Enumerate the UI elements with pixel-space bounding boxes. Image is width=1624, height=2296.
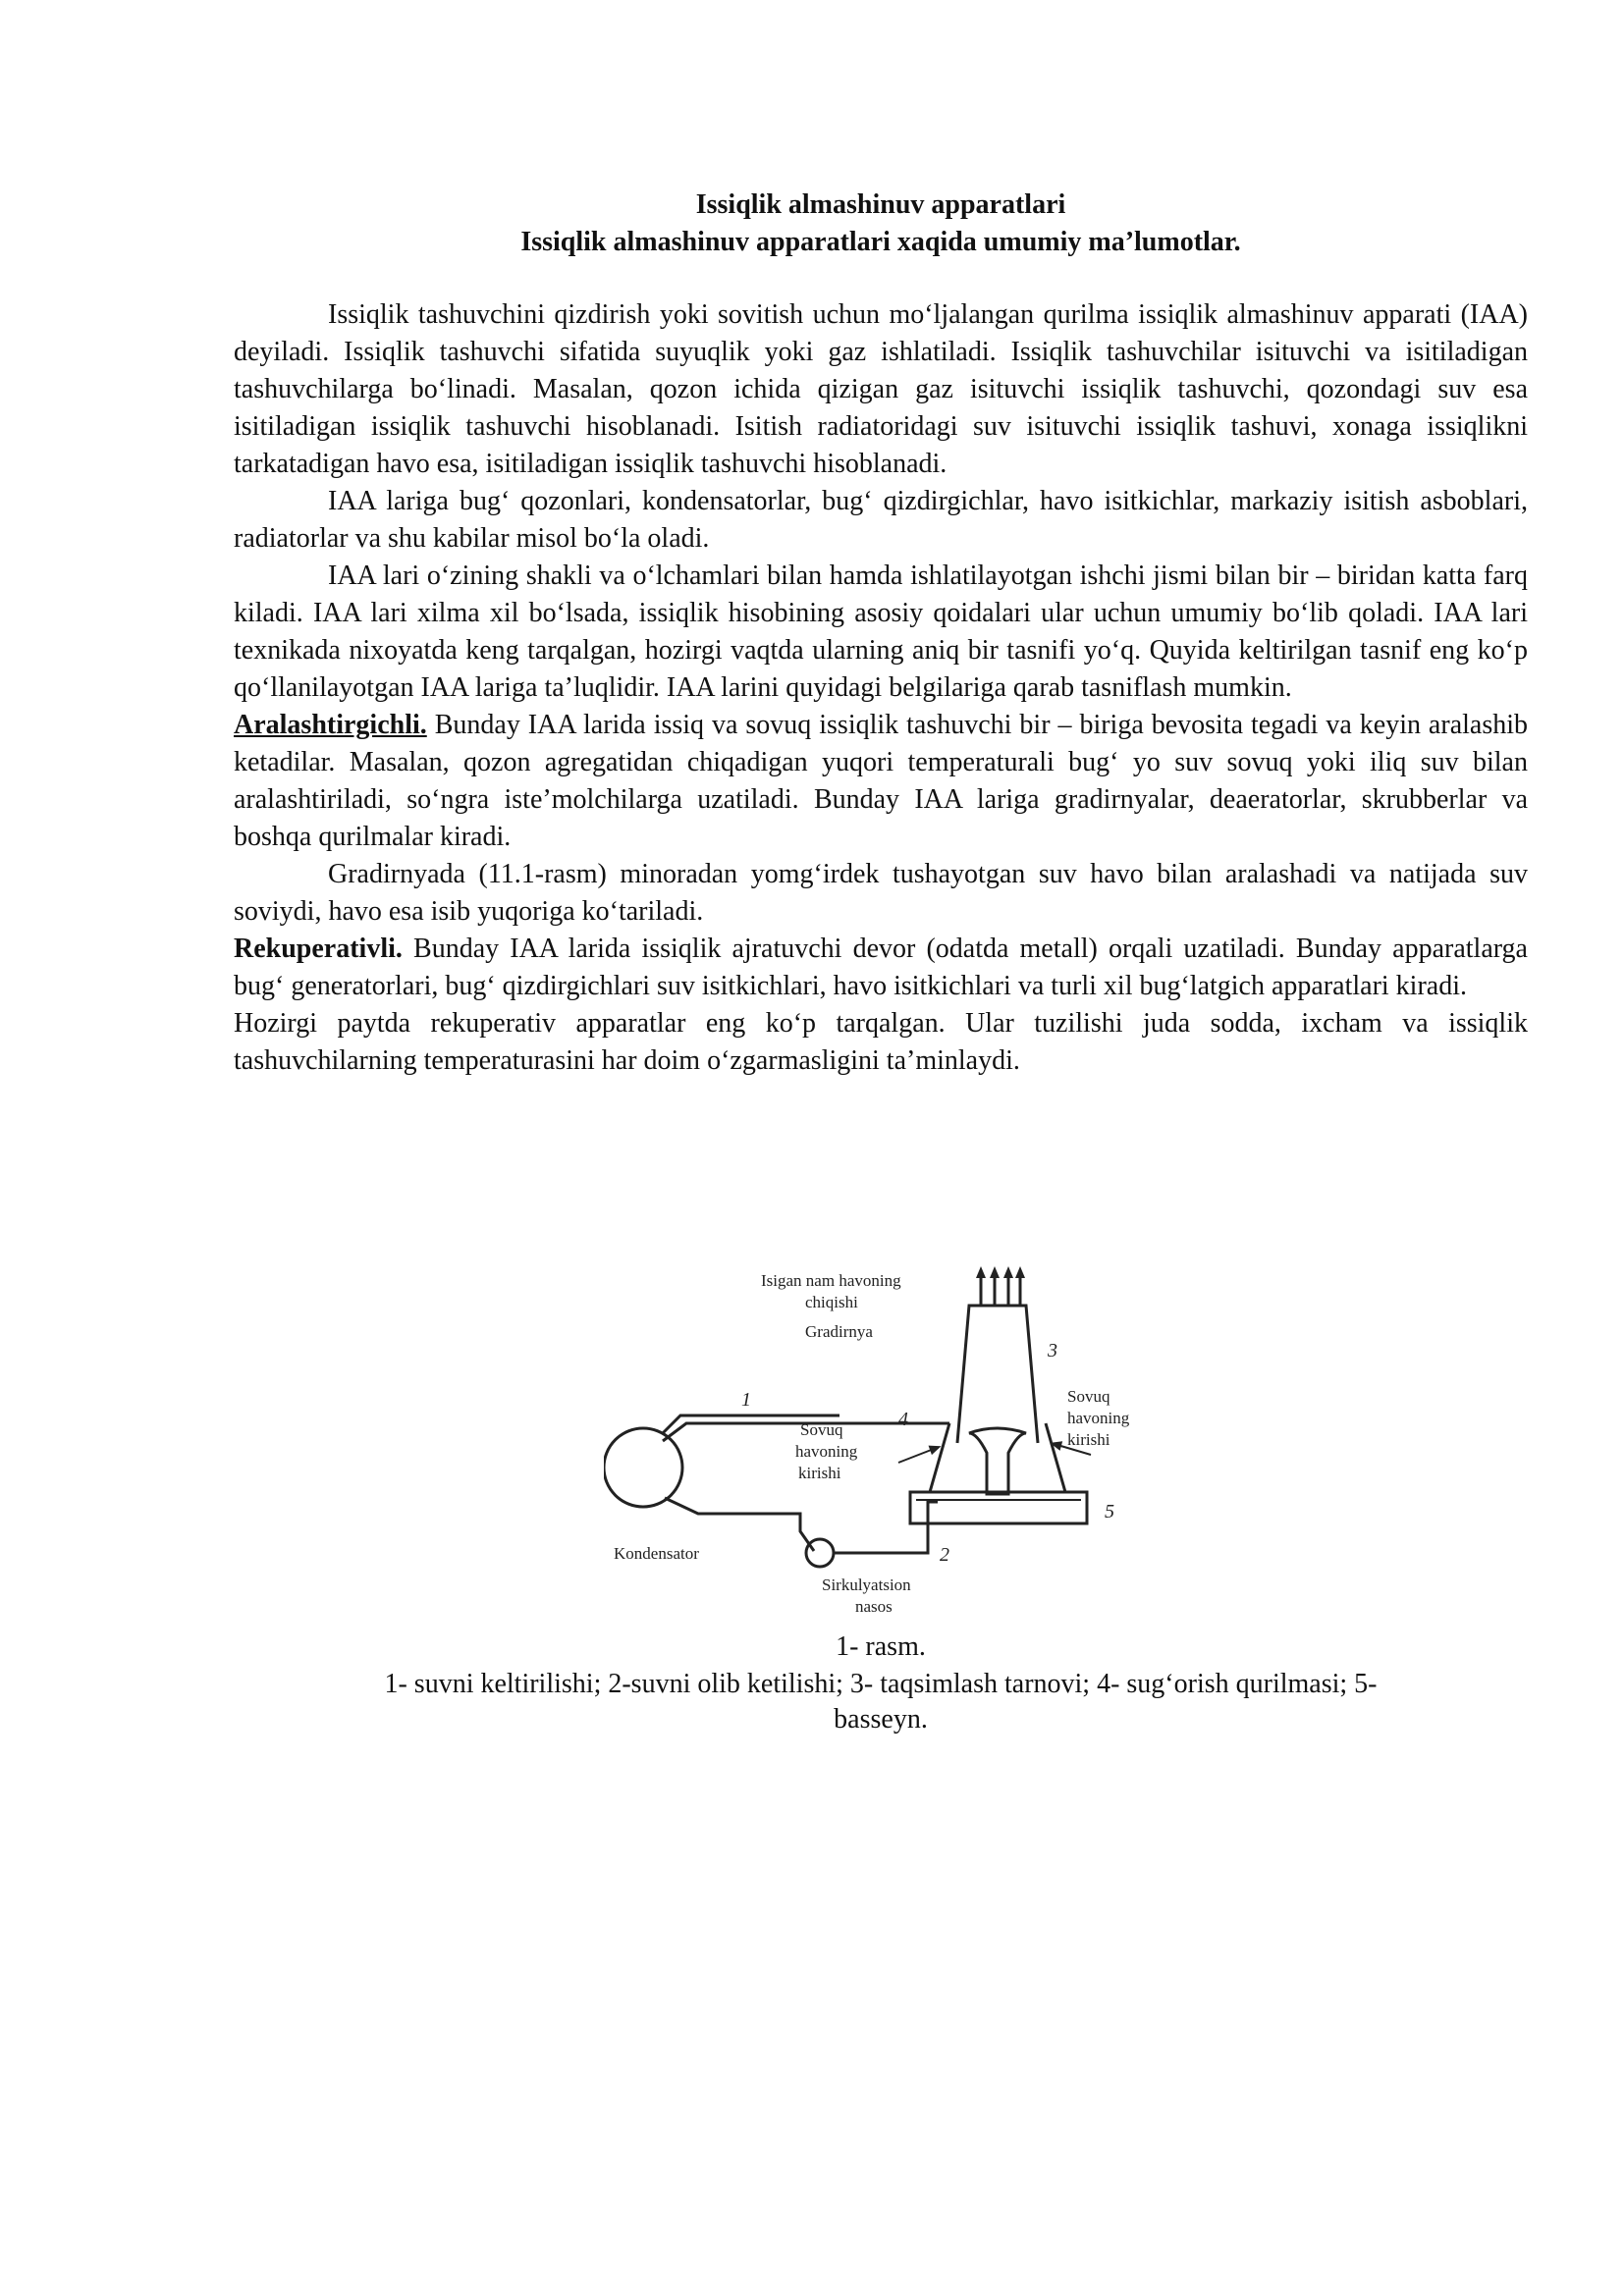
exhaust-arrow-head: [1015, 1266, 1025, 1278]
return-pipe: [665, 1498, 814, 1551]
term-recuperative: Rekuperativli.: [234, 934, 403, 964]
label-cold-air-left-1: Sovuq: [800, 1420, 843, 1439]
cooling-tower-figure: [604, 1266, 1154, 1620]
number-5: 5: [1105, 1501, 1114, 1522]
exhaust-arrow-head: [976, 1266, 986, 1278]
label-cold-air-right-1: Sovuq: [1067, 1387, 1110, 1406]
paragraph-mixing: [234, 707, 1528, 856]
sprinkler-shape: [969, 1428, 1026, 1494]
exhaust-arrow-head: [990, 1266, 1000, 1278]
pump-shape: [806, 1539, 834, 1567]
label-cold-air-left-3: kirishi: [798, 1464, 841, 1482]
paragraph-examples: IAA lariga bug‘ qozonlari, kondensatorlar, bug‘ qizdirgichlar, havo isitkichlar, markaziy isitish asboblari, radiatorlar va shu kabilar misol bo‘la oladi.: [234, 486, 1528, 554]
label-hot-air-out-2: chiqishi: [805, 1293, 858, 1311]
label-cold-air-right-2: havoning: [1067, 1409, 1130, 1427]
exhaust-lines: [981, 1278, 1020, 1306]
recuperative-text: Bunday IAA larida issiqlik ajratuvchi devor (odatda metall) orqali uzatiladi. Bunday apparatlarga bug‘ generatorlari, bug‘ qizdirgichlari suv isitkichlari, havo isitkichlari va turli xil bug‘latgich apparatlari kiradi.: [234, 934, 1528, 1001]
figure-caption-title: 1- rasm.: [836, 1631, 926, 1662]
label-gradirnya: Gradirnya: [805, 1322, 873, 1341]
paragraph-recuperative: [234, 931, 1528, 1005]
condenser-shape: [604, 1428, 682, 1507]
number-4: 4: [898, 1409, 908, 1430]
tower-skirt: [930, 1423, 1065, 1492]
paragraph-classification: IAA lari o‘zining shakli va o‘lchamlari bilan hamda ishlatilayotgan ishchi jismi bilan bir – biridan katta farq kiladi. IAA lari xilma xil bo‘lsada, issiqlik hisobining asosiy qoidalari ular uchun umumiy bo‘lib qoladi. IAA lari texnikada nixoyatda keng tarqalgan, hozirgi vaqtda ularning aniq bir tasnifi yo‘q. Quyida keltirilgan tasnif eng ko‘p qo‘llanilayotgan IAA lariga ta’luqlidir. IAA larini quyidagi belgilariga qarab tasniflash mumkin.: [234, 561, 1528, 703]
figure-caption-legend: 1- suvni keltirilishi; 2-suvni olib ketilishi; 3- taqsimlash tarnovi; 4- sug‘orish qurilmasi; 5-: [384, 1669, 1378, 1699]
cooling-tower-diagram: [604, 1266, 1154, 1620]
label-cold-air-right-3: kirishi: [1067, 1430, 1110, 1449]
mixing-text: Bunday IAA larida issiq va sovuq issiqlik tashuvchi bir – biriga bevosita tegadi va keyin aralashib ketadilar. Masalan, qozon agregatidan chiqadigan yuqori temperaturali bug‘ yo suv sovuq yoki iliq suv bilan aralashtiriladi, so‘ngra iste’molchilarga uzatiladi. Bunday IAA lariga gradirnyalar, deaeratorlar, skrubberlar va boshqa qurilmalar kiradi.: [234, 710, 1528, 852]
basin-shape: [910, 1492, 1087, 1523]
label-condenser: Kondensator: [614, 1544, 699, 1563]
exhaust-arrow-head: [1003, 1266, 1013, 1278]
figure-caption-legend-end: basseyn.: [834, 1704, 928, 1735]
paragraph-conclusion: Hozirgi paytda rekuperativ apparatlar eng ko‘p tarqalgan. Ular tuzilishi juda sodda, ixcham va issiqlik tashuvchilarning temperaturasini har doim o‘zgarmasligini ta’minlaydi.: [234, 1008, 1528, 1076]
outlet-pipe: [834, 1502, 938, 1553]
label-pump-2: nasos: [855, 1597, 893, 1616]
label-pump-1: Sirkulyatsion: [822, 1575, 911, 1594]
paragraph-definition: Issiqlik tashuvchini qizdirish yoki sovitish uchun mo‘ljalangan qurilma issiqlik almashinuv apparati (IAA) deyiladi. Issiqlik tashuvchi sifatida suyuqlik yoki gaz ishlatiladi. Issiqlik tashuvchilar isituvchi va isitiladigan tashuvchilarga bo‘linadi. Masalan, qozon ichida qizigan gaz isituvchi issiqlik tashuvchi, qozondagi suv esa isitiladigan issiqlik tashuvchi hisoblanadi. Isitish radiatoridagi suv isituvchi issiqlik tashuvi, xonaga issiqlikni tarkatadigan havo esa, isitiladigan issiqlik tashuvchi hisoblanadi.: [234, 299, 1528, 479]
document-subtitle: Issiqlik almashinuv apparatlari xaqida umumiy ma’lumotlar.: [520, 227, 1241, 257]
number-2: 2: [940, 1544, 949, 1566]
tower-shaft: [957, 1306, 1038, 1443]
number-1: 1: [741, 1389, 751, 1411]
term-mixing: Aralashtirgichli.: [234, 710, 427, 740]
document-title: Issiqlik almashinuv apparatlari: [695, 189, 1066, 220]
paragraph-gradirnya: Gradirnyada (11.1-rasm) minoradan yomg‘irdek tushayotgan suv havo bilan aralashadi va natijada suv soviydi, havo esa isib yuqoriga ko‘tariladi.: [234, 859, 1528, 927]
number-3: 3: [1048, 1340, 1057, 1362]
air-inlet-arrows: [898, 1445, 1091, 1463]
document-body: [234, 187, 1528, 1080]
label-cold-air-left-2: havoning: [795, 1442, 858, 1461]
label-hot-air-out-1: Isigan nam havoning: [761, 1271, 901, 1290]
